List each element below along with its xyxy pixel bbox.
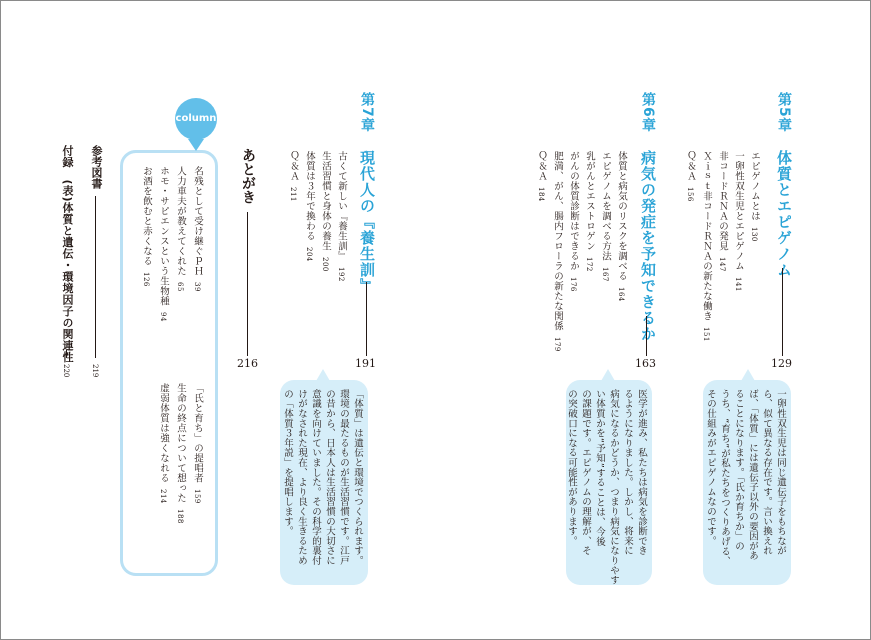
leader-line: [66, 350, 67, 358]
chapter-5-page: 129: [771, 357, 792, 370]
column-box: [120, 150, 218, 576]
summary-line: けがなされた現在、より良く生きるため: [296, 389, 307, 566]
appendix-page: 220: [62, 364, 70, 378]
chapter-5-label[interactable]: 第5章: [776, 92, 792, 133]
leader-line: [247, 212, 248, 356]
afterword-page: 216: [237, 357, 258, 370]
toc-entry[interactable]: 古くて新しい『養生訓』192: [336, 151, 347, 282]
summary-line: ば、「体質」には遺伝子以外の要因があ: [747, 389, 758, 561]
summary-line: その仕組みがエピゲノムなのです。: [705, 389, 716, 546]
toc-entry[interactable]: Ｑ＆Ａ156: [685, 151, 696, 202]
column-badge: column: [175, 98, 217, 140]
summary-line: 「体質」は遺伝と環境でつくられます。: [352, 389, 363, 566]
summary-line: ら、似て異なる存在です。言い換えれ: [761, 389, 772, 556]
bubble-tail: [316, 369, 330, 381]
toc-entry[interactable]: 非コードＲＮＡの発見147: [717, 151, 728, 272]
chapter-6-summary: [566, 380, 652, 585]
toc-entry[interactable]: 生活習慣と身体の養生200: [320, 151, 331, 272]
toc-entry[interactable]: 体質と病気のリスクを調べる164: [616, 151, 627, 302]
summary-line: 環境の最たるものが生活習慣です。江戸: [338, 389, 349, 566]
chapter-7-title[interactable]: 現代人の『養生訓』: [358, 150, 376, 294]
appendix-title[interactable]: 付録 (表)体質と遺伝・環境因子の関連性: [61, 145, 74, 364]
summary-line: の課題です。エピゲノムの理解が、そ: [580, 389, 591, 556]
column-entry[interactable]: 「氏と育ち」の提唱者159: [192, 383, 203, 504]
toc-entry[interactable]: Ｑ＆Ａ184: [536, 151, 547, 202]
summary-line: の突破口になる可能性があります。: [566, 389, 577, 546]
chapter-7-page: 191: [355, 357, 376, 370]
summary-line: 医学が進み、私たちは病気を診断でき: [636, 389, 647, 556]
toc-entry[interactable]: 一卵性双生児とエピゲノム141: [733, 151, 744, 292]
column-badge-tail: [188, 139, 204, 151]
column-entry[interactable]: ホモ・サピエンスという生物種94: [158, 166, 169, 322]
chapter-6-title[interactable]: 病気の発症を予知できるか: [639, 150, 657, 342]
chapter-5-title[interactable]: 体質とエピゲノム: [775, 150, 793, 278]
chapter-5-summary: [703, 380, 791, 585]
summary-line: 一卵性双生児は同じ遺伝子をもちなが: [775, 389, 786, 556]
references-title[interactable]: 参考図書: [90, 145, 103, 189]
summary-line: るようになりました。しかし、将来に: [622, 389, 633, 556]
afterword-title[interactable]: あとがき: [240, 148, 256, 204]
column-entry[interactable]: 人力車夫が教えてくれた65: [175, 166, 186, 292]
chapter-7-label[interactable]: 第7章: [359, 92, 375, 133]
chapter-7-summary: [280, 380, 368, 585]
chapter-6-label[interactable]: 第6章: [640, 92, 656, 133]
leader-line: [782, 268, 783, 356]
leader-line: [95, 196, 96, 358]
bubble-tail: [601, 369, 615, 381]
toc-entry[interactable]: 乳がんとエストロゲン172: [584, 151, 595, 272]
column-entry[interactable]: 名残として受け継ぐｐＨ39: [192, 166, 203, 292]
leader-line: [646, 316, 647, 356]
toc-entry[interactable]: 肥満、がん、腸内フローラの新たな関係179: [552, 151, 563, 352]
column-entry[interactable]: お酒を飲むと赤くなる126: [141, 166, 152, 287]
toc-entry[interactable]: がんの体質診断はできるか176: [568, 151, 579, 292]
summary-line: い体質かを“予知”することは、今後: [594, 389, 605, 547]
summary-line: うち、“育ち”が私たちをつくりあげる、: [719, 389, 730, 567]
bubble-tail: [741, 369, 755, 381]
leader-line: [366, 282, 367, 356]
summary-line: の「体質３年説」を提唱します。: [282, 389, 293, 536]
column-entry[interactable]: 生命の終点について想った188: [175, 383, 186, 524]
toc-entry[interactable]: エピゲノムとは130: [749, 151, 760, 242]
summary-line: 病気になるかどうか、つまり病気になりやす: [608, 389, 619, 585]
summary-line: ることになります。「氏か育ちか」の: [733, 389, 744, 551]
column-entry[interactable]: 虚弱体質は強くなれる214: [158, 383, 169, 504]
summary-line: の昔から、日本人は生活習慣の大切さに: [324, 389, 335, 566]
toc-entry[interactable]: Ｑ＆Ａ211: [288, 151, 299, 202]
toc-entry[interactable]: エピゲノムを調べる方法167: [600, 151, 611, 282]
toc-entry[interactable]: Ｘｉｓｔ非コードＲＮＡの新たな働き151: [701, 151, 712, 342]
references-page: 219: [91, 364, 99, 378]
summary-line: 意識を向けていました。その科学的裏付: [310, 389, 321, 566]
chapter-6-page: 163: [635, 357, 656, 370]
toc-entry[interactable]: 体質は３年で換わる204: [304, 151, 315, 262]
